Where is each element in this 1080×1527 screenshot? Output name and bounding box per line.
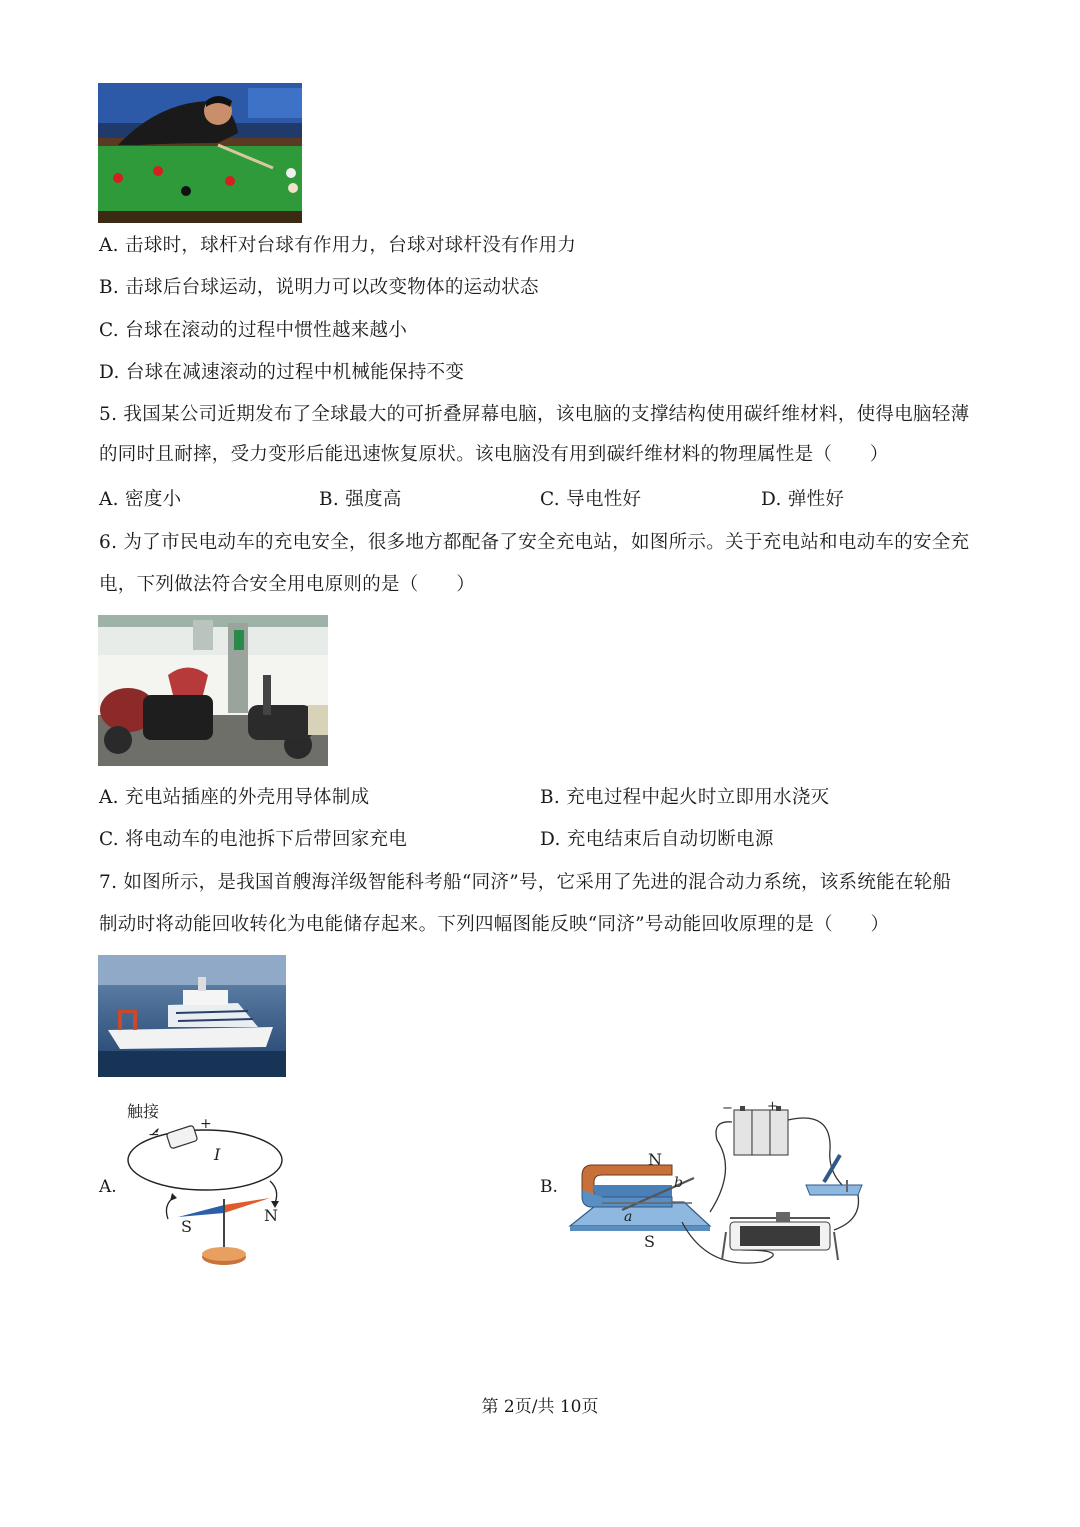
q7-fig-a-diagram [120, 1095, 290, 1270]
q4-option-b: B. 击球后台球运动，说明力可以改变物体的运动状态 [99, 277, 539, 298]
q4-option-a: A. 击球时，球杆对台球有作用力，台球对球杆没有作用力 [99, 235, 577, 256]
q6-option-b: B. 充电过程中起火时立即用水浇灭 [540, 787, 830, 808]
research-ship-photo [98, 955, 286, 1077]
q5-stem-line2: 的同时且耐摔，受力变形后能迅速恢复原状。该电脑没有用到碳纤维材料的物理属性是（ ） [99, 444, 889, 465]
q6-stem-line2: 电，下列做法符合安全用电原则的是（ ） [99, 574, 476, 595]
q7-stem-line2: 制动时将动能回收转化为电能储存起来。下列四幅图能反映“同济”号动能回收原理的是（ ） [99, 914, 890, 935]
q5-option-d: D. 弹性好 [761, 489, 845, 510]
q5-stem-line1: 5. 我国某公司近期发布了全球最大的可折叠屏幕电脑，该电脑的支撑结构使用碳纤维材料，使得电脑轻薄 [99, 404, 970, 425]
snooker-player-photo [98, 83, 302, 223]
q7-fig-b-n: N [648, 1150, 662, 1169]
q7-fig-a-n: N [264, 1206, 278, 1225]
charging-station-photo [98, 615, 328, 766]
q7-fig-a-label: A. [99, 1177, 117, 1197]
q7-stem-line1: 7. 如图所示，是我国首艘海洋级智能科考船“同济”号，它采用了先进的混合动力系统，该系统能在轮船 [99, 872, 952, 893]
q5-option-a: A. 密度小 [99, 489, 182, 510]
q7-fig-b-label: B. [540, 1177, 558, 1197]
q7-fig-a-plus: + [200, 1116, 212, 1132]
q7-fig-a-s: S [181, 1217, 192, 1236]
q6-option-d: D. 充电结束后自动切断电源 [540, 829, 774, 850]
q7-fig-b-minus: − [722, 1101, 733, 1116]
q7-fig-b-b: b [674, 1175, 683, 1191]
q7-fig-a-current: I [214, 1145, 221, 1164]
q7-fig-b-plus: + [767, 1100, 778, 1114]
q7-fig-b-s: S [644, 1232, 655, 1251]
q7-fig-a-minus: − [148, 1127, 160, 1143]
q7-fig-b-a: a [624, 1209, 633, 1225]
q4-option-d: D. 台球在减速滚动的过程中机械能保持不变 [99, 362, 465, 383]
page-number-footer: 第 2页/共 10页 [481, 1397, 599, 1417]
q5-option-c: C. 导电性好 [540, 489, 642, 510]
q5-option-b: B. 强度高 [319, 489, 402, 510]
q4-option-c: C. 台球在滚动的过程中惯性越来越小 [99, 320, 408, 341]
q6-option-c: C. 将电动车的电池拆下后带回家充电 [99, 829, 408, 850]
q6-option-a: A. 充电站插座的外壳用导体制成 [99, 787, 370, 808]
q6-stem-line1: 6. 为了市民电动车的充电安全，很多地方都配备了安全充电站，如图所示。关于充电站和电动车的安全充 [99, 532, 970, 553]
q7-fig-a-touch: 触接 [127, 1102, 160, 1121]
q7-fig-b-diagram [562, 1100, 872, 1275]
